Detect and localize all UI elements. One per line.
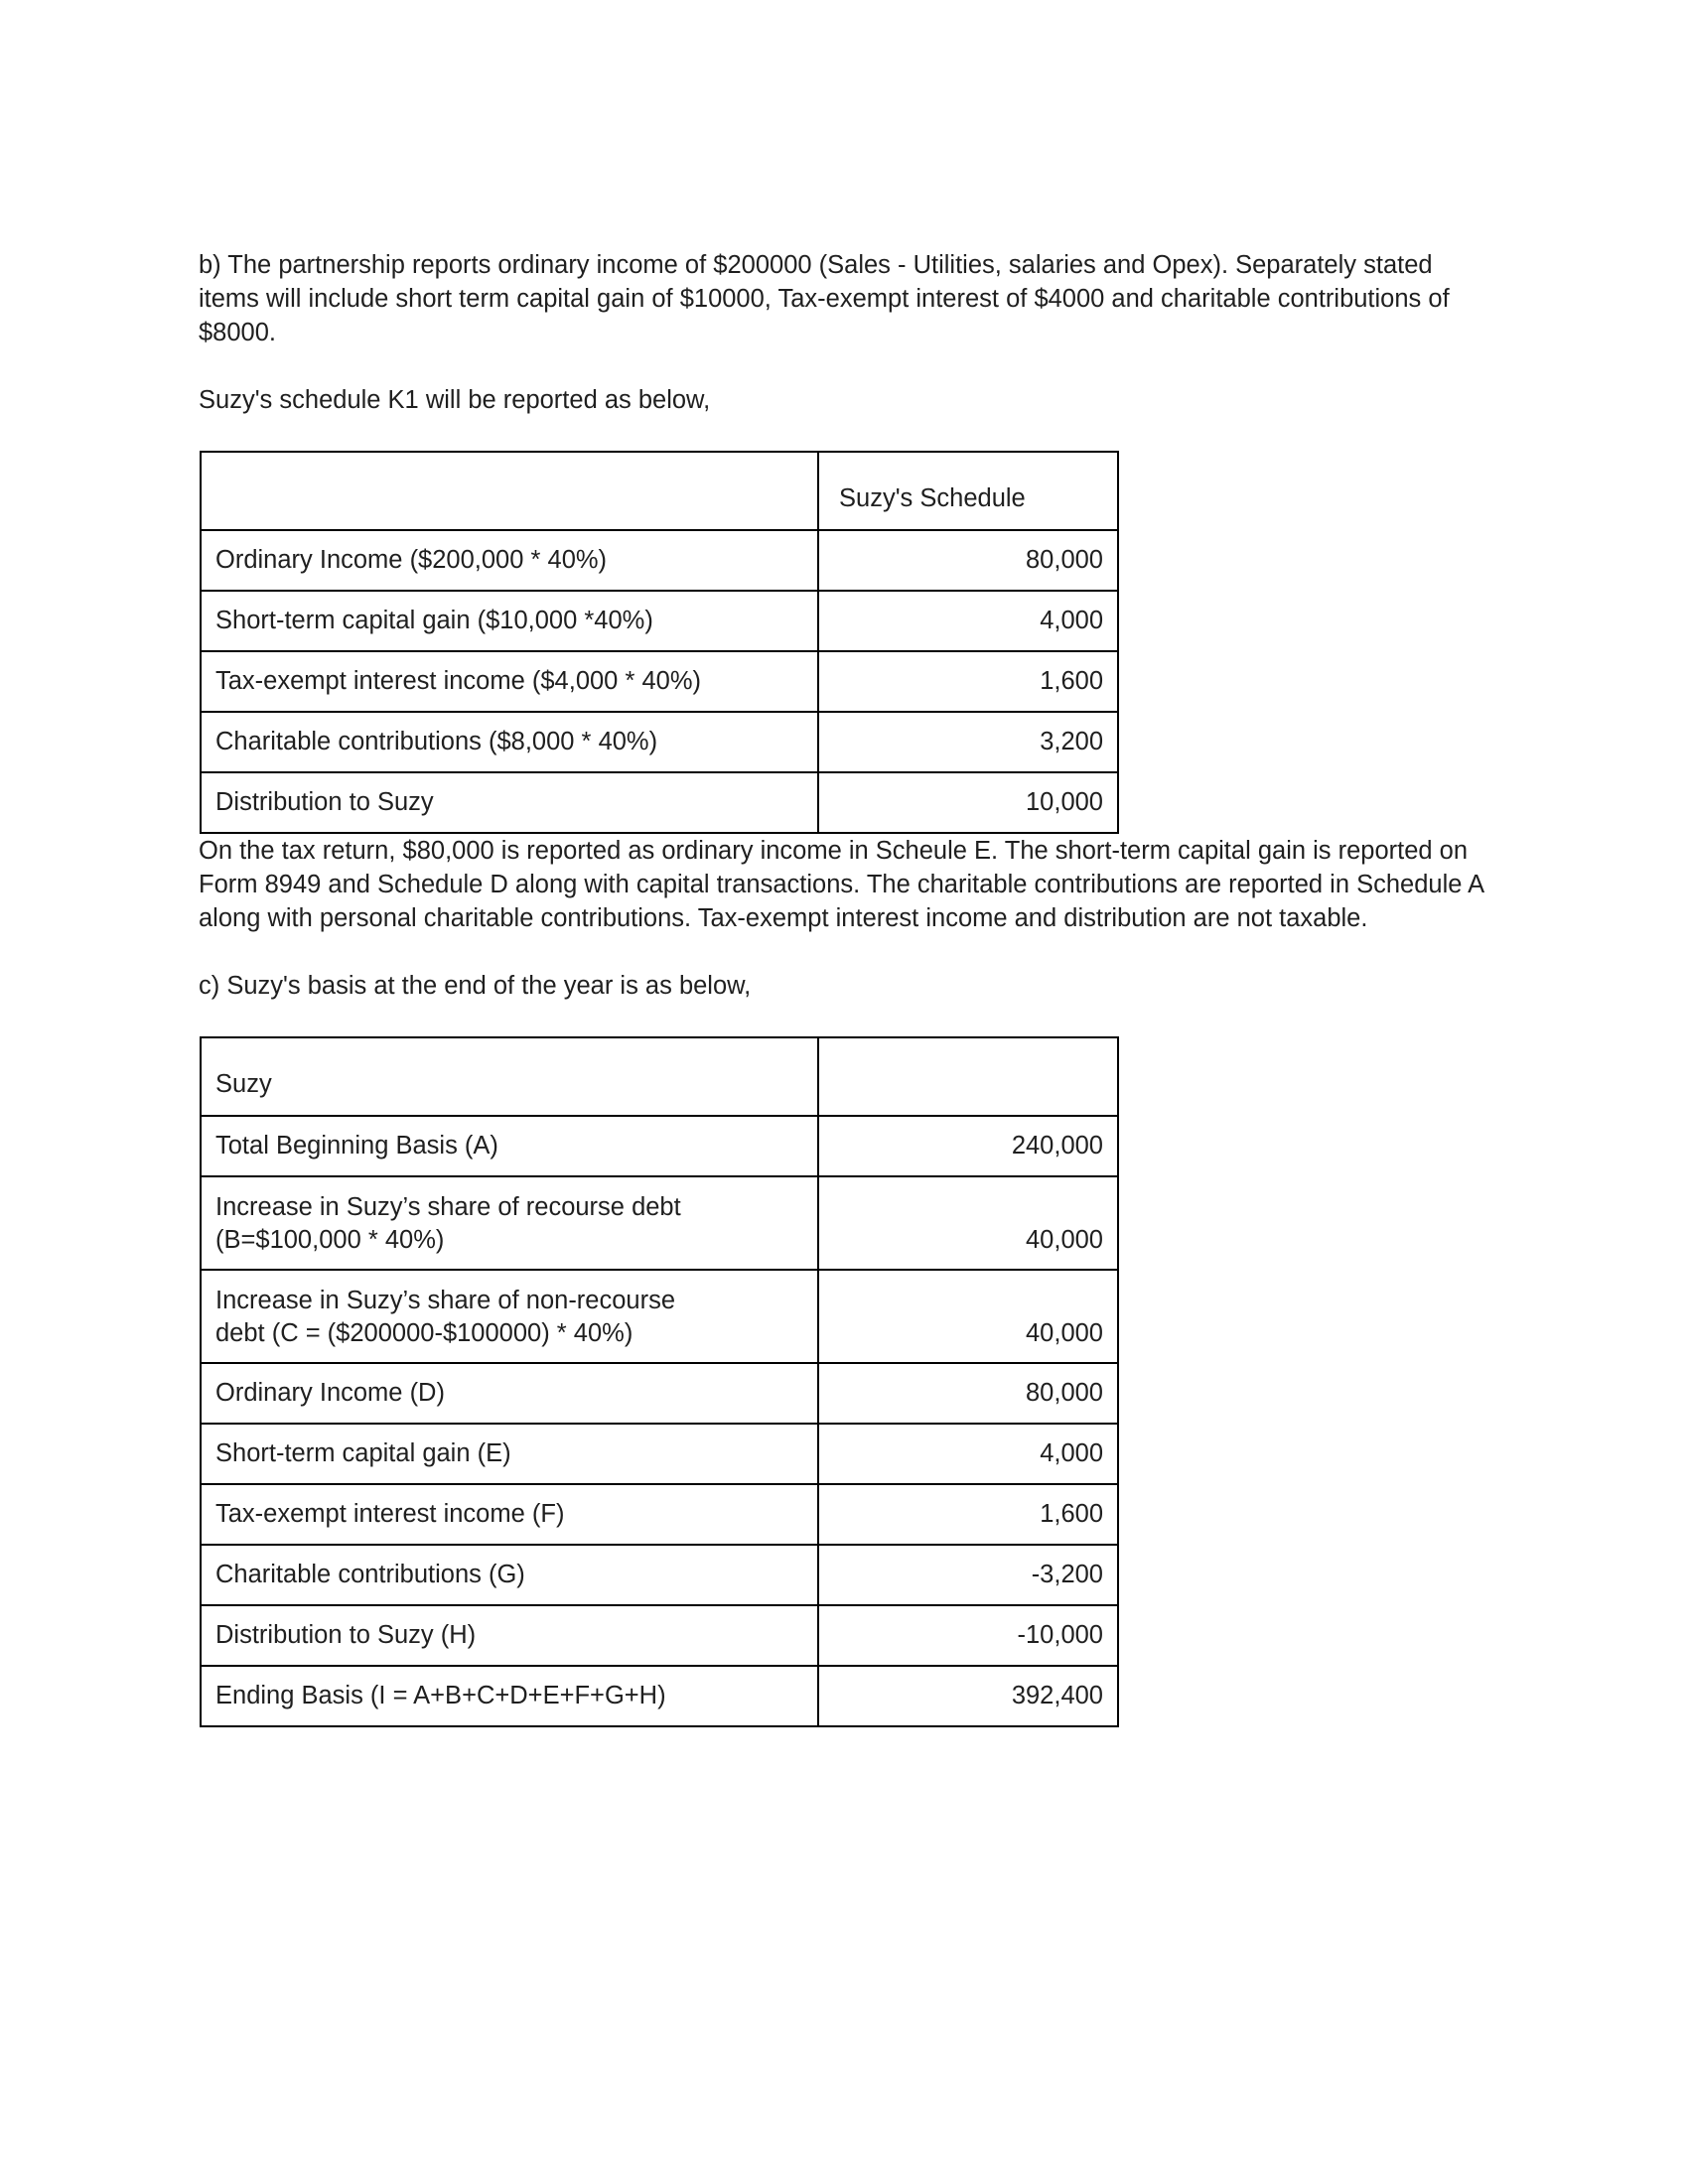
k1-row-value-text: 80,000 [1026,546,1103,574]
paragraph-part-c-intro: c) Suzy's basis at the end of the year is as below, [199,972,752,1000]
basis-row-label-block [202,1177,817,1269]
basis-row-label-text: Short-term capital gain (E) [215,1439,511,1467]
basis-row-label-text: Total Beginning Basis (A) [215,1132,498,1160]
basis-header-value-text [819,1071,1117,1115]
table-row [201,1424,1118,1484]
k1-header-label-cell [201,452,818,530]
table-header-row [201,452,1118,530]
basis-row-label-cell [201,1176,818,1270]
basis-row-value-text: -3,200 [1031,1561,1103,1588]
basis-row-label-cell [201,1116,818,1176]
basis-row-label-cell [201,1545,818,1605]
table-row [201,1176,1118,1270]
basis-row-label-text: Tax-exempt interest income (F) [215,1500,565,1528]
basis-row-label-cell [201,1484,818,1545]
basis-row-label-line1: Increase in Suzy’s share of recourse debt [215,1193,681,1221]
table-row [201,591,1118,651]
basis-row-value-cell [818,1176,1118,1270]
basis-row-label-cell [201,1605,818,1666]
basis-row-value-text: 240,000 [1011,1132,1103,1160]
basis-row-value-text: 40,000 [1026,1226,1103,1254]
basis-row-label-line1: Increase in Suzy’s share of non-recourse [215,1287,676,1314]
basis-row-label-cell [201,1424,818,1484]
k1-row-value-text: 1,600 [1040,667,1103,695]
basis-row-value-text: 4,000 [1040,1439,1103,1467]
basis-row-value-text: 1,600 [1040,1500,1103,1528]
basis-row-label-block [202,1271,817,1362]
k1-row-label-text: Tax-exempt interest income ($4,000 * 40%) [215,667,701,695]
basis-row-value-cell [818,1605,1118,1666]
basis-row-value-cell [818,1116,1118,1176]
k1-row-value-cell [818,591,1118,651]
suzys-ending-basis-table [200,1036,1119,1727]
k1-row-label-text: Distribution to Suzy [215,788,434,816]
k1-row-label-cell [201,530,818,591]
table-row [201,772,1118,833]
table-row [201,1270,1118,1363]
table-row [201,1545,1118,1605]
paragraph-k1-lead-in: Suzy's schedule K1 will be reported as below, [199,386,711,414]
table-row [201,1666,1118,1726]
basis-row-value-cell [818,1363,1118,1424]
table-row [201,712,1118,772]
k1-row-label-cell [201,772,818,833]
table-header-row [201,1037,1118,1116]
basis-table-body [201,1037,1118,1726]
k1-row-value-text: 4,000 [1040,607,1103,634]
basis-header-value-cell [818,1037,1118,1116]
basis-row-value-text: -10,000 [1017,1621,1103,1649]
table-row [201,1116,1118,1176]
basis-row-label-text: Ordinary Income (D) [215,1379,445,1407]
k1-row-label-text: Charitable contributions ($8,000 * 40%) [215,728,658,755]
basis-row-value-text: 392,400 [1011,1682,1103,1709]
basis-row-label-cell [201,1270,818,1363]
k1-header-value-text: Suzy's Schedule [839,484,1026,512]
basis-row-value-text: 80,000 [1026,1379,1103,1407]
basis-row-value-cell [818,1666,1118,1726]
k1-row-value-cell [818,651,1118,712]
table-row [201,651,1118,712]
basis-row-label-text: Charitable contributions (G) [215,1561,525,1588]
k1-header-label-text [202,485,817,529]
k1-row-value-text: 10,000 [1026,788,1103,816]
basis-row-value-cell [818,1484,1118,1545]
k1-header-value-cell [818,452,1118,530]
paragraph-part-b-intro: b) The partnership reports ordinary income of $200000 (Sales - Utilities, salaries and Opex). Separately stated items will include short term capital gain of $10000, Tax-exempt interest of $4000 and charitable contributions of $8000. [199,251,1450,346]
k1-row-label-cell [201,591,818,651]
k1-row-label-cell [201,712,818,772]
k1-row-value-cell [818,772,1118,833]
k1-row-label-text: Ordinary Income ($200,000 * 40%) [215,546,608,574]
basis-header-label-cell [201,1037,818,1116]
suzys-schedule-k1-table [200,451,1119,834]
basis-row-value-text: 40,000 [1026,1319,1103,1347]
table-row [201,530,1118,591]
k1-table-body [201,452,1118,833]
table-row [201,1484,1118,1545]
basis-row-label-cell [201,1666,818,1726]
basis-row-value-cell [818,1424,1118,1484]
k1-row-label-cell [201,651,818,712]
basis-row-label-text: Distribution to Suzy (H) [215,1621,477,1649]
basis-row-label-line2: debt (C = ($200000-$100000) * 40%) [215,1319,633,1347]
basis-row-label-line2: (B=$100,000 * 40%) [215,1226,445,1254]
basis-row-label-cell [201,1363,818,1424]
table-row [201,1605,1118,1666]
basis-row-value-cell [818,1545,1118,1605]
paragraph-after-k1-table: On the tax return, $80,000 is reported as ordinary income in Scheule E. The short-term capital gain is reported on Form 8949 and Schedule D along with capital transactions. The charitable contributions are reported in Schedule A along with personal charitable contributions. Tax-exempt interest income and distribution are not taxable. [199,837,1483,932]
basis-row-value-cell [818,1270,1118,1363]
k1-row-value-cell [818,530,1118,591]
basis-row-label-text: Ending Basis (I = A+B+C+D+E+F+G+H) [215,1682,666,1709]
k1-row-label-text: Short-term capital gain ($10,000 *40%) [215,607,653,634]
k1-row-value-text: 3,200 [1040,728,1103,755]
table-row [201,1363,1118,1424]
document-body [199,248,1489,1727]
basis-header-label-text: Suzy [215,1070,272,1098]
k1-row-value-cell [818,712,1118,772]
